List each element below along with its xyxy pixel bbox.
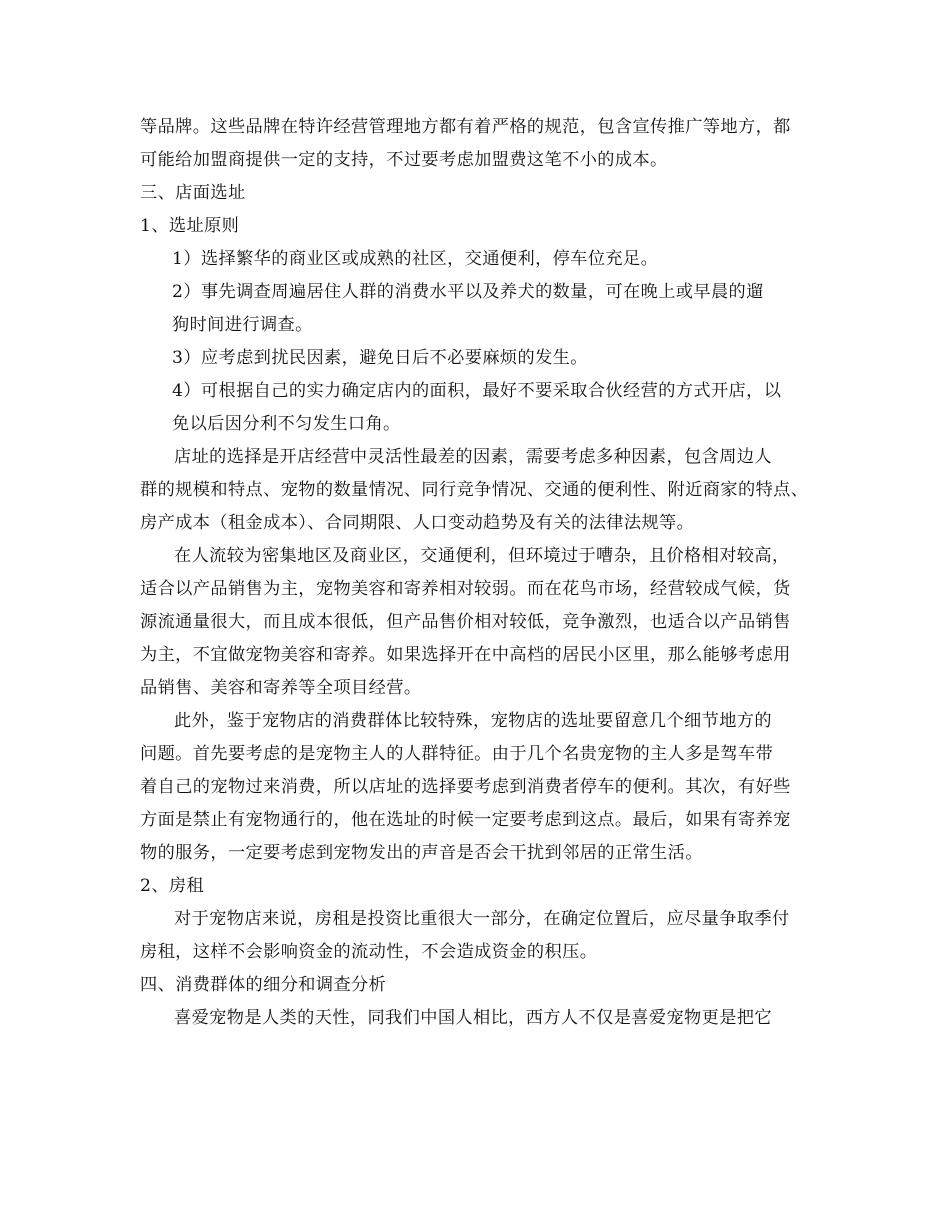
paragraph-first-line: 对于宠物店来说，房租是投资比重很大一部分，在确定位置后，应尽量争取季付: [174, 909, 790, 929]
list-item-continuation: 免以后因分利不匀发生口角。: [172, 414, 401, 434]
subsection-heading: 2、房租: [140, 876, 205, 896]
paragraph-line: 群的规模和特点、宠物的数量情况、同行竞争情况、交通的便利性、附近商家的特点、: [140, 480, 809, 500]
paragraph-line: 适合以产品销售为主，宠物美容和寄养相对较弱。而在花鸟市场，经营较成气候，货: [140, 579, 791, 599]
list-item: 2）事先调查周遍居住人群的消费水平以及养犬的数量，可在晚上或早晨的遛: [172, 282, 764, 302]
paragraph-line: 着自己的宠物过来消费，所以店址的选择要考虑到消费者停车的便利。其次，有好些: [140, 777, 791, 797]
paragraph-line: 房租，这样不会影响资金的流动性，不会造成资金的积压。: [140, 942, 598, 962]
list-item: 3）应考虑到扰民因素，避免日后不必要麻烦的发生。: [172, 348, 588, 368]
section-heading: 三、店面选址: [140, 183, 246, 203]
paragraph-first-line: 此外，鉴于宠物店的消费群体比较特殊，宠物店的选址要留意几个细节地方的: [174, 711, 772, 731]
paragraph-line: 物的服务，一定要考虑到宠物发出的声音是否会干扰到邻居的正常生活。: [140, 843, 703, 863]
list-item: 4）可根据自己的实力确定店内的面积，最好不要采取合伙经营的方式开店，以: [172, 381, 782, 401]
paragraph-line: 方面是禁止有宠物通行的，他在选址的时候一定要考虑到这点。最后，如果有寄养宠: [140, 810, 791, 830]
paragraph-first-line: 喜爱宠物是人类的天性，同我们中国人相比，西方人不仅是喜爱宠物更是把它: [174, 1008, 772, 1028]
paragraph-line: 品销售、美容和寄养等全项目经营。: [140, 678, 422, 698]
paragraph-line: 问题。首先要考虑的是宠物主人的人群特征。由于几个名贵宠物的主人多是驾车带: [140, 744, 774, 764]
paragraph-line: 可能给加盟商提供一定的支持，不过要考虑加盟费这笔不小的成本。: [140, 150, 668, 170]
paragraph-first-line: 在人流较为密集地区及商业区，交通便利，但环境过于嘈杂，且价格相对较高，: [174, 546, 790, 566]
paragraph-line: 等品牌。这些品牌在特许经营管理地方都有着严格的规范，包含宣传推广等地方，都: [140, 117, 791, 137]
paragraph-first-line: 店址的选择是开店经营中灵活性最差的因素，需要考虑多种因素，包含周边人: [174, 447, 772, 467]
paragraph-line: 源流通量很大，而且成本很低，但产品售价相对较低，竞争激烈，也适合以产品销售: [140, 612, 791, 632]
subsection-heading: 1、选址原则: [140, 216, 240, 236]
list-item-continuation: 狗时间进行调查。: [172, 315, 313, 335]
list-item: 1）选择繁华的商业区或成熟的社区，交通便利，停车位充足。: [172, 249, 659, 269]
section-heading: 四、消费群体的细分和调查分析: [140, 975, 387, 995]
paragraph-line: 为主，不宜做宠物美容和寄养。如果选择开在中高档的居民小区里，那么能够考虑用: [140, 645, 791, 665]
paragraph-line: 房产成本（租金成本）、合同期限、人口变动趋势及有关的法律法规等。: [140, 513, 695, 533]
